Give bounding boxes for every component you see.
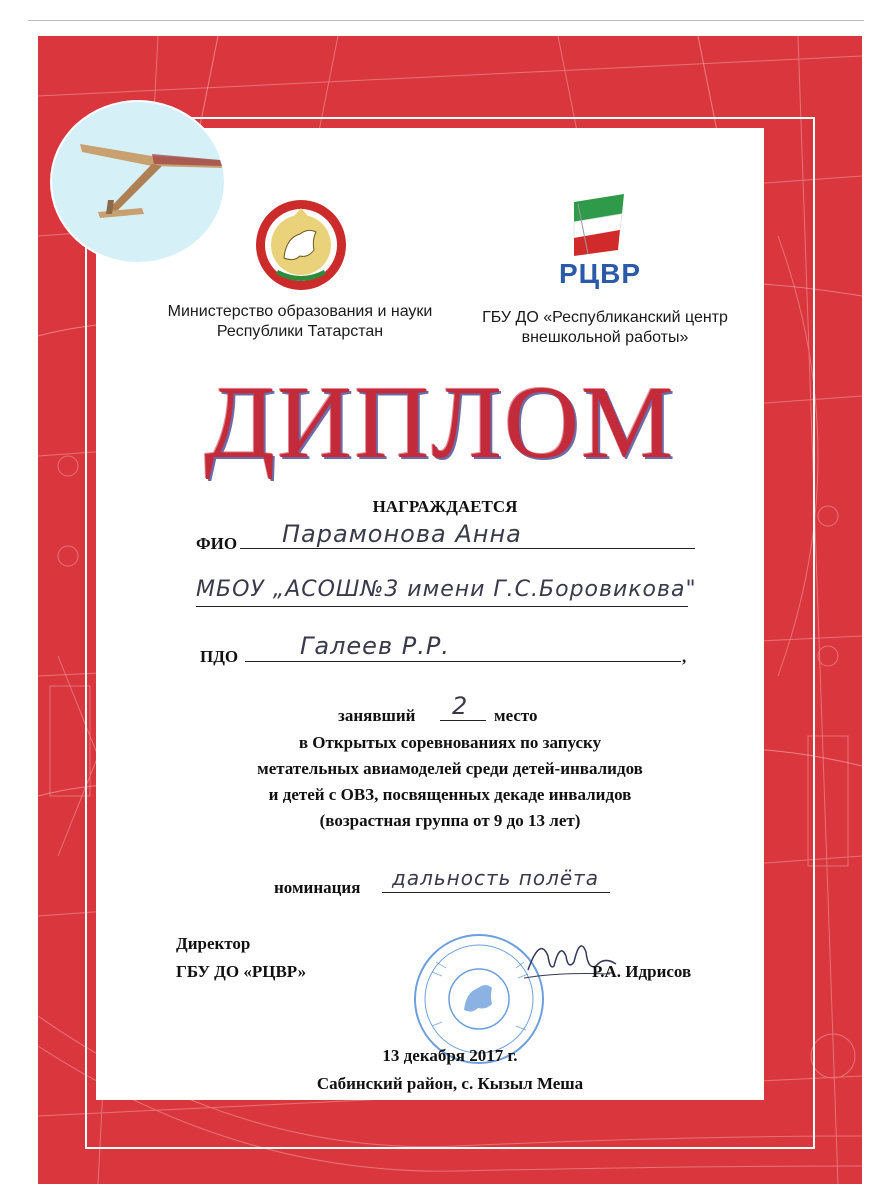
ministry-name (150, 302, 450, 342)
ministry-line-1: Министерство образования и науки (167, 303, 433, 320)
description-line-1: в Открытых соревнованиях по запуску (298, 733, 602, 752)
ministry-line-2: Республики Татарстан (216, 323, 384, 340)
glider-airplane-icon (50, 100, 226, 264)
organization-line-1: ГБУ ДО «Республиканский центр (482, 309, 728, 326)
description-line-3: и детей с ОВЗ, посвященных декаде инвалидов (268, 785, 632, 804)
tatarstan-coat-of-arms-icon (254, 198, 348, 292)
school-value: МБОУ „АСОШ№3 имени Г.С.Боровикова" (196, 577, 697, 602)
awarded-heading: НАГРАЖДАЕТСЯ (372, 497, 518, 516)
organization-line-2: внешкольной работы» (521, 329, 689, 346)
signatory-title-line-2: ГБУ ДО «РЦВР» (176, 962, 307, 981)
place-value: 2 (452, 692, 469, 720)
school-underline (196, 606, 688, 607)
place-before-text: занявший (338, 706, 416, 725)
competition-description (190, 730, 710, 834)
scan-edge-line (28, 20, 864, 21)
signatory-title-line-1: Директор (176, 934, 251, 953)
nomination-label: номинация (274, 878, 361, 897)
rcvr-logo-text: РЦВР (558, 258, 642, 289)
pdo-label: ПДО (200, 647, 239, 666)
signature-icon (520, 926, 620, 996)
nomination-value: дальность полёта (392, 866, 600, 890)
description-line-4: (возрастная группа от 9 до 13 лет) (319, 811, 581, 830)
description-line-2: метательных авиамоделей среди детей-инвалидов (257, 759, 643, 778)
signatory-name: Р.А. Идрисов (592, 962, 692, 981)
diploma-title: ДИПЛОМ (204, 365, 676, 480)
pdo-underline (245, 661, 681, 662)
rcvr-flag-logo-icon (568, 192, 628, 258)
issue-place: Сабинский район, с. Кызыл Меша (316, 1074, 584, 1093)
issue-date: 13 декабря 2017 г. (382, 1046, 518, 1065)
nomination-underline (382, 892, 610, 893)
organization-name (470, 308, 740, 348)
pdo-value: Галеев Р.Р. (300, 632, 450, 660)
fio-value: Парамонова Анна (282, 520, 522, 548)
place-underline (440, 720, 486, 721)
fio-underline (240, 548, 695, 549)
place-after-text: место (494, 706, 538, 725)
fio-label: ФИО (196, 534, 238, 553)
pdo-comma: , (682, 647, 687, 666)
